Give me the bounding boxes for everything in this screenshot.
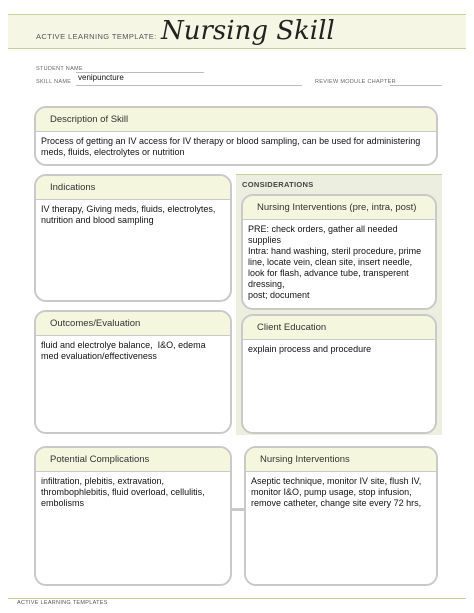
skill-name-line — [76, 85, 302, 86]
interventions-pip-title: Nursing Interventions (pre, intra, post) — [243, 196, 435, 220]
outcomes-title: Outcomes/Evaluation — [36, 312, 230, 336]
description-text[interactable]: Process of getting an IV access for IV therapy or blood sampling, can be used for administering meds, fluids, electrolytes or nutrition — [41, 136, 423, 157]
outcomes-text[interactable]: fluid and electrolye balance, I&O, edema med evaluation/effectiveness — [41, 340, 209, 361]
skill-name-label: SKILL NAME — [36, 79, 72, 85]
considerations-title: CONSIDERATIONS — [242, 180, 314, 189]
indications-card — [34, 174, 232, 302]
nursing-interventions-text[interactable]: Aseptic technique, monitor IV site, flush IV, monitor I&O, pump usage, stop infusion, remove catheter, change site every 72 hrs, — [251, 476, 424, 508]
nursing-interventions-card — [244, 446, 438, 586]
skill-name-field[interactable]: venipuncture — [78, 73, 124, 82]
complications-text[interactable]: infiltration, plebitis, extravation, thrombophlebitis, fluid overload, cellulitis, embolisms — [41, 476, 208, 508]
nursing-interventions-title: Nursing Interventions — [246, 448, 436, 472]
page-title: Nursing Skill — [161, 16, 335, 46]
outcomes-card — [34, 310, 232, 434]
interventions-pip-text[interactable]: PRE: check orders, gather all needed supplies Intra: hand washing, steril procedure, prime line, locate vein, clean site, insert needle, look for flash, advance tube, transperent dressing, post; document — [248, 224, 422, 300]
description-card — [34, 106, 438, 166]
client-education-text[interactable]: explain process and procedure — [248, 344, 372, 354]
review-module-label: REVIEW MODULE CHAPTER — [315, 79, 396, 85]
complications-card — [34, 446, 232, 586]
complications-title: Potential Complications — [36, 448, 230, 472]
review-module-line — [390, 85, 442, 86]
interventions-pip-card — [241, 194, 437, 310]
client-education-card — [241, 314, 437, 434]
template-label: ACTIVE LEARNING TEMPLATE: — [36, 32, 157, 41]
footer-text: ACTIVE LEARNING TEMPLATES — [17, 600, 108, 606]
indications-text[interactable]: IV therapy, Giving meds, fluids, electrolytes, nutrition and blood sampling — [41, 204, 218, 225]
client-education-title: Client Education — [243, 316, 435, 340]
description-title: Description of Skill — [36, 108, 436, 132]
connector-bar — [232, 508, 244, 511]
footer-divider — [8, 598, 466, 599]
student-name-label: STUDENT NAME — [36, 66, 83, 72]
indications-title: Indications — [36, 176, 230, 200]
